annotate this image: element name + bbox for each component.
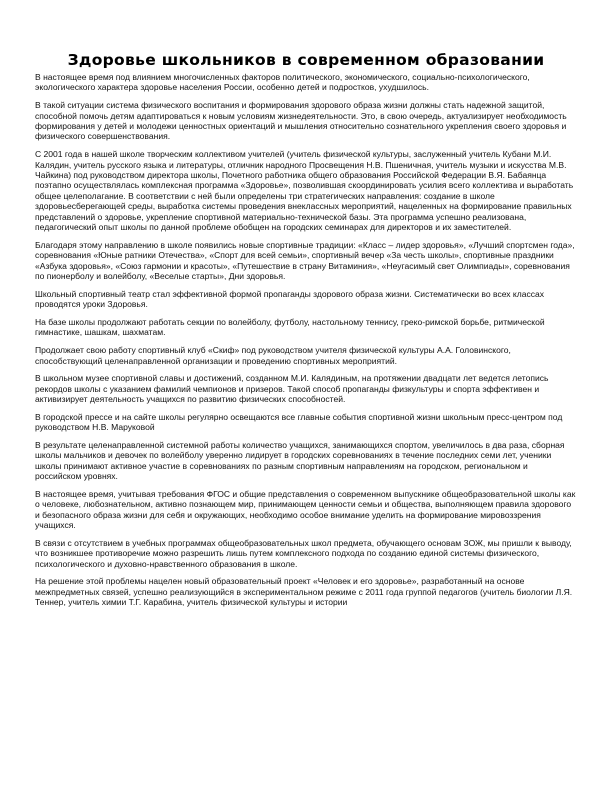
paragraph-5: Школьный спортивный театр стал эффективной формой пропаганды здорового образа жизни. Систематически во всех классах проводятся уроки Здоровья. xyxy=(35,288,545,310)
paragraph-4: Благодаря этому направлению в школе появились новые спортивные традиции: «Класс – лидер здоровья», «Лучший спортсмен года», соревнования «Юные ратники Отечества», «Спорт для всей семьи», спортивный вечер «За честь школы», спортивные праздники «Азбука здоровья», «Союз гармонии и красоты», «Путешествие в страну Витаминия», «Неугасимый свет Олимпиады», соревнования по пионерболу и волейболу, «Веселые старты», Дни здоровья. xyxy=(35,239,575,282)
paragraph-6: На базе школы продолжают работать секции по волейболу, футболу, настольному теннису, греко-римской борьбе, ритмической гимнастике, шашкам, шахматам. xyxy=(35,317,545,338)
paragraph-8: В школьном музее спортивной славы и достижений, созданном М.И. Калядиным, на протяжении двадцати лет ведется летопись рекордов школы с указанием фамилий чемпионов и призеров. Такой способ пропаганды физкультуры и спорта эффективен и активизирует деятельность учащихся по развитию физических способностей. xyxy=(35,373,549,405)
paragraph-3: С 2001 года в нашей школе творческим коллективом учителей (учитель физической культуры, заслуженный учитель Кубани М.И. Калядин, учитель русского языка и литературы, отличник народного Просвещения Н.В. Пшеничная, учитель музыки и искусства М.В. Чайкина) под руководством директора школы, Почетного работника общего образования Российской Федерации В.Я. Бабаянца поэтапно осуществлялась комплексная программа «Здоровье», позволившая скоординировать усилия всего коллектива и выработать общее целеполагание. В соответствии с ней были определены три стратегических направления: создание в школе здоровьесберегающей среды, выработка системы проведения внеклассных мероприятий, нацеленных на формирование правильных представлений о здоровье, укрепление спортивной материально-технической базы. Эта программа успешно реализована, педагогический опыт школы по данной проблеме обобщен на городских семинарах для директоров и их заместителей. xyxy=(35,149,574,233)
paragraph-12: В связи с отсутствием в учебных программах общеобразовательных школ предмета, обучающего основам ЗОЖ, мы пришли к выводу, что возникшее противоречие можно разрешить лишь путем комплексного подхода по созданию единой системы физического, психологического и духовно-нравственного образования в школе. xyxy=(35,537,572,569)
paragraph-7: Продолжает свою работу спортивный клуб «Скиф» под руководством учителя физической культуры А.А. Головинского, способствующий целенаправленной организации и проведению спортивных мероприятий. xyxy=(35,345,511,366)
document-body xyxy=(35,72,576,615)
paragraph-11: В настоящее время, учитывая требования ФГОС и общие представления о современном выпускнике общеобразовательной школы как о человеке, любознательном, активно познающем мир, принимающем ценности семьи и общества, выполняющем правила здорового и безопасного образа жизни для себя и окружающих, необходимо особое внимание уделить на формирование мировоззрения учащихся. xyxy=(35,488,576,531)
paragraph-2: В такой ситуации система физического воспитания и формирования здорового образа жизни должны стать надежной защитой, способной помочь детям адаптироваться к новым условиям жизнедеятельности. Это, в свою очередь, актуализирует необходимость формирования у детей и молодежи ценностных ориентаций и мышления относительно сознательного укрепления своего здоровья и физического совершенствования. xyxy=(35,100,567,142)
paragraph-13: На решение этой проблемы нацелен новый образовательный проект «Человек и его здоровье», разработанный на основе межпредметных связей, успешно реализующийся в экспериментальном режиме с 2011 года группой педагогов (учитель биологии Л.Я. Теннер, учитель химии Т.Г. Карабина, учитель физической культуры и истории xyxy=(35,576,573,608)
paragraph-10: В результате целенаправленной системной работы количество учащихся, занимающихся спортом, увеличилось в два раза, сборная школы мальчиков и девочек по волейболу уверенно лидирует в городских соревнованиях в течение последних семи лет, ученики школы принимают активное участие в соревнованиях по разным спортивным направлениям на городском, региональном и российском уровнях. xyxy=(35,439,565,482)
paragraph-9: В городской прессе и на сайте школы регулярно освещаются все главные события спортивной жизни школьным пресс-центром под руководством Н.В. Маруковой xyxy=(35,411,563,433)
paragraph-1: В настоящее время под влиянием многочисленных факторов политического, экономического, социально-психологического, экологического характера здоровье населения России, особенно детей и подростков, ухудшилось. xyxy=(35,72,530,93)
document-title: Здоровье школьников в современном образовании xyxy=(67,51,545,69)
